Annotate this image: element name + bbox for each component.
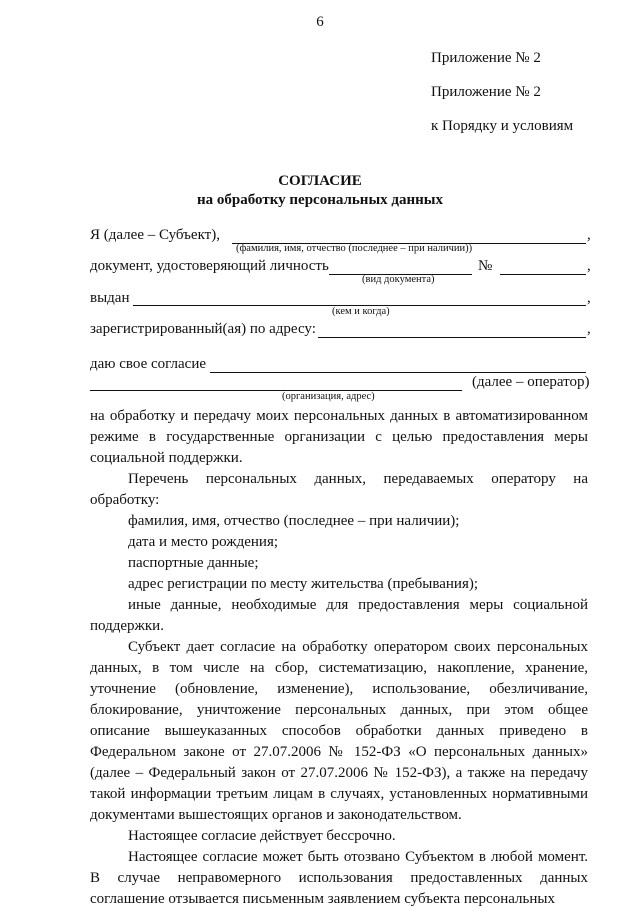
issued-caption: (кем и когда)	[332, 306, 390, 317]
list-item: фамилия, имя, отчество (последнее – при наличии);	[128, 513, 460, 529]
subject-label: Я (далее – Субъект),	[90, 227, 220, 243]
document-caption: (вид документа)	[362, 274, 435, 285]
operator-field-line-2[interactable]	[90, 390, 462, 391]
appendix-line-1: Приложение № 2	[431, 50, 541, 66]
address-comma: ,	[587, 321, 591, 337]
document-number-field[interactable]	[500, 274, 586, 275]
operator-label: (далее – оператор)	[472, 374, 590, 390]
number-label: №	[478, 258, 493, 274]
document-label: документ, удостоверяющий личность	[90, 258, 329, 274]
address-label: зарегистрированный(ая) по адресу:	[90, 321, 316, 337]
page-number: 6	[316, 14, 324, 30]
document-title: СОГЛАСИЕ	[278, 173, 362, 189]
purpose-paragraph: на обработку и передачу моих персональных данных в автоматизированном режиме в государственные организации с целью предоставления меры социальной поддержки.	[90, 408, 588, 466]
list-item: дата и место рождения;	[128, 534, 279, 550]
list-item: иные данные, необходимые для предоставления меры социальной поддержки.	[90, 597, 588, 634]
validity-paragraph: Настоящее согласие действует бессрочно.	[128, 828, 396, 844]
data-list-intro: Перечень персональных данных, передаваемых оператору на обработку:	[90, 471, 588, 508]
appendix-line-3: к Порядку и условиям	[431, 118, 574, 134]
operator-caption: (организация, адрес)	[282, 391, 375, 402]
subject-comma: ,	[587, 227, 591, 243]
issued-label: выдан	[90, 290, 130, 306]
document-comma: ,	[587, 258, 591, 274]
revocation-paragraph: Настоящее согласие может быть отозвано Субъектом в любой момент. В случае неправомерного использования предоставленных данных соглашение отзывается письменным заявлением субъекта персональных	[90, 849, 588, 907]
document-subtitle: на обработку персональных данных	[197, 192, 443, 208]
address-field[interactable]	[318, 337, 586, 338]
appendix-line-2: Приложение № 2	[431, 84, 541, 100]
list-item: адрес регистрации по месту жительства (пребывания);	[128, 576, 479, 592]
consent-label: даю свое согласие	[90, 356, 207, 372]
subject-caption: (фамилия, имя, отчество (последнее – при наличии))	[236, 243, 473, 254]
issued-comma: ,	[587, 290, 591, 306]
operator-field-line-1[interactable]	[210, 372, 586, 373]
consent-body	[90, 406, 588, 910]
processing-paragraph: Субъект дает согласие на обработку оператором своих персональных данных, в том числе на сбор, систематизацию, накопление, хранение, уточнение (обновление, изменение), использование, обезличивание, блокирование, уничтожение персональных данных, при этом общее описание вышеуказанных способов обработки данных приведено в Федеральном законе от 27.07.2006 № 152-ФЗ «О персональных данных» (далее – Федеральный закон от 27.07.2006 № 152-ФЗ), а также на передачу такой информации третьим лицам в случаях, установленных нормативными документами вышестоящих органов и законодательством.	[90, 639, 588, 823]
list-item: паспортные данные;	[128, 555, 259, 571]
